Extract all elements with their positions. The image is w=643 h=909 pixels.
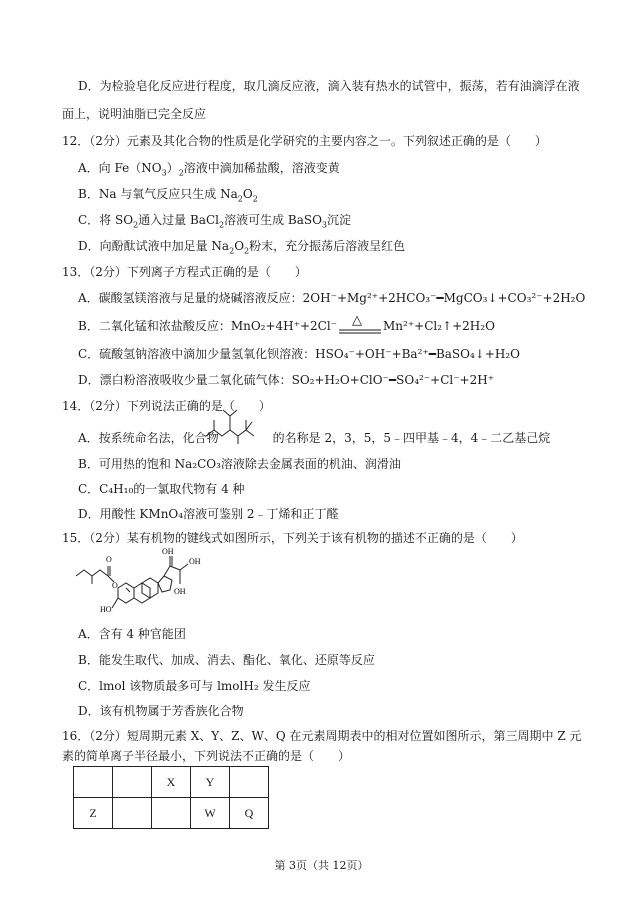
table-cell (113, 798, 152, 829)
q13-stem: 13．（2分）下列离子方程式正确的是（ ） (62, 265, 307, 279)
table-cell (113, 767, 152, 798)
q14-option-a: A．按系统命名法，化合物 的名称是 2，3，5，5﹣四甲基﹣4，4﹣二乙基己烷 (78, 431, 551, 445)
q15-option-b: B．能发生取代、加成、消去、酯化、氧化、还原等反应 (78, 653, 375, 667)
q14-option-b: B．可用热的饱和 Na₂CO₃溶液除去金属表面的机油、润滑油 (78, 457, 401, 471)
q15-stem: 15．（2分）某有机物的键线式如图所示，下列关于该有机物的描述不正确的是（ ） (62, 531, 523, 545)
table-row (74, 798, 269, 829)
table-cell (74, 767, 113, 798)
page-footer: 第 3页（共 12页） (274, 859, 369, 872)
steroid-ester-structure (70, 548, 210, 618)
q16-stem-line2: 素的简单离子半径最小，下列说法不正确的是（ ） (62, 749, 351, 763)
periodic-table-fragment (73, 766, 269, 829)
q16-stem-line1: 16．（2分）短周期元素 X、Y、Z、W、Q 在元素周期表中的相对位置如图所示，第三周期中 Z 元 (62, 729, 582, 743)
heating-equals-sign: △ (352, 312, 363, 328)
svg-text:HO: HO (100, 605, 112, 614)
table-cell: W (191, 798, 230, 829)
table-cell: X (152, 767, 191, 798)
table-row (74, 767, 269, 798)
table-cell: Z (74, 798, 113, 829)
q12-option-a: A．向 $Fe(NO_3)_2$溶液中滴加稀盐酸，溶液变黄 (78, 161, 340, 178)
svg-text:O: O (106, 555, 112, 564)
q12-option-c: C．将 $SO_2$通入过量 BaCl$_2$溶液可生成 BaSO$_3$沉淀 (78, 213, 352, 230)
q12-option-b: B．Na 与氧气反应只生成 $Na_2O_2$ (78, 187, 258, 204)
q13-option-d: D．漂白粉溶液吸收少量二氧化硫气体：SO₂+H₂O+ClO⁻━SO₄²⁻+Cl⁻+2H⁺ (78, 373, 495, 387)
q12-stem: 12．（2分）元素及其化合物的性质是化学研究的主要内容之一。下列叙述正确的是（ ） (62, 134, 547, 148)
svg-text:OH: OH (162, 548, 174, 556)
q11-option-d-line2: 面上，说明油脂已完全反应 (62, 107, 207, 121)
table-cell: Y (191, 767, 230, 798)
q11-option-d-line1: D．为检验皂化反应进行程度，取几滴反应液，滴入装有热水的试管中，振荡，若有油滴浮在液 (78, 79, 580, 93)
q15-option-d: D．该有机物属于芳香族化合物 (78, 704, 244, 718)
q14-stem: 14．（2分）下列说法正确的是（ ） (62, 399, 271, 413)
q15-option-a: A．含有 4 种官能团 (78, 627, 186, 641)
q14-option-c: C．C₄H₁₀的一氯取代物有 4 种 (78, 482, 245, 496)
svg-text:O: O (112, 581, 118, 590)
branched-alkane-structure (204, 406, 260, 446)
table-cell (152, 798, 191, 829)
q12-option-d: D．向酚酞试液中加足量 $Na_2O_2$粉末，充分振荡后溶液呈红色 (78, 239, 406, 256)
table-cell (230, 767, 269, 798)
q13-option-a: A．碳酸氢镁溶液与足量的烧碱溶液反应：2OH⁻+Mg²⁺+2HCO₃⁻━MgCO₃↓+CO₃²⁻+2H₂O (78, 291, 586, 305)
svg-text:OH: OH (174, 587, 186, 596)
table-cell: Q (230, 798, 269, 829)
q13-option-c: C．硫酸氢钠溶液中滴加少量氢氧化钡溶液：HSO₄⁻+OH⁻+Ba²⁺━BaSO₄↓+H₂O (78, 347, 521, 361)
q14-option-d: D．用酸性 KMnO₄溶液可鉴别 2﹣丁烯和正丁醛 (78, 507, 339, 521)
q13-option-b: B．二氧化锰和浓盐酸反应：MnO₂+4H⁺+2Cl⁻ △ Mn²⁺+Cl₂↑+2H₂O (78, 312, 495, 333)
q15-option-c: C．lmol 该物质最多可与 lmolH₂ 发生反应 (78, 679, 311, 693)
svg-text:OH: OH (189, 557, 201, 566)
